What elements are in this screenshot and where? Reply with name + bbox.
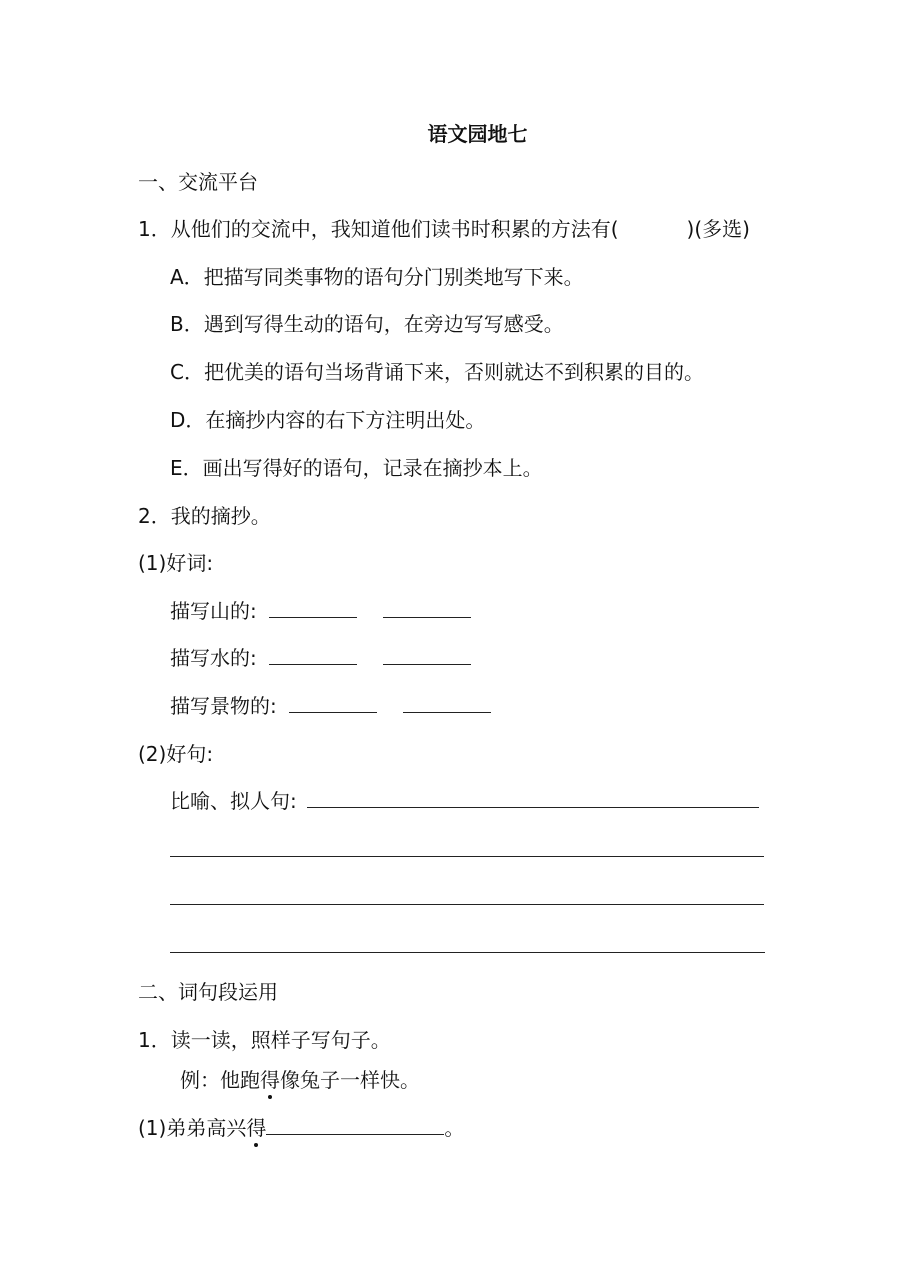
sentence-blank-3[interactable] bbox=[170, 904, 764, 905]
scenery-word-blank-2[interactable] bbox=[403, 694, 491, 713]
sentence-blank-4[interactable] bbox=[170, 952, 765, 953]
section-heading-exchange: 一、交流平台 bbox=[138, 170, 258, 194]
mountain-words-row bbox=[170, 599, 471, 623]
question-2-stem: 2．我的摘抄。 bbox=[138, 504, 271, 528]
option-a[interactable]: A．把描写同类事物的语句分门别类地写下来。 bbox=[170, 265, 584, 289]
option-b[interactable]: B．遇到写得生动的语句，在旁边写写感受。 bbox=[170, 312, 564, 336]
sentence-prompt-row bbox=[170, 789, 759, 813]
option-c[interactable]: C．把优美的语句当场背诵下来，否则就达不到积累的目的。 bbox=[170, 360, 704, 384]
mountain-words-label: 描写山的: bbox=[170, 599, 257, 623]
emphasized-char: 得 bbox=[260, 1068, 280, 1092]
scenery-words-label: 描写景物的: bbox=[170, 694, 277, 718]
water-word-blank-1[interactable] bbox=[269, 646, 357, 665]
metaphor-personification-label: 比喻、拟人句: bbox=[170, 789, 297, 813]
sentence-blank-1[interactable] bbox=[307, 789, 759, 808]
usage-question-1-stem: 1．读一读，照样子写句子。 bbox=[138, 1028, 391, 1052]
sub-question-1-text: (1)弟弟高兴 bbox=[138, 1116, 247, 1140]
question-1-stem bbox=[138, 217, 750, 241]
water-words-row bbox=[170, 646, 471, 670]
question-1-stem-tail: )(多选) bbox=[686, 217, 750, 241]
scenery-words-row bbox=[170, 694, 491, 718]
scenery-word-blank-1[interactable] bbox=[289, 694, 377, 713]
option-d[interactable]: D．在摘抄内容的右下方注明出处。 bbox=[170, 408, 486, 432]
question-1-stem-text: 1．从他们的交流中，我知道他们读书时积累的方法有( bbox=[138, 217, 619, 241]
mountain-word-blank-2[interactable] bbox=[383, 599, 471, 618]
section-heading-usage: 二、词句段运用 bbox=[138, 980, 278, 1004]
emphasized-char: 得 bbox=[246, 1116, 267, 1140]
example-sentence bbox=[180, 1068, 420, 1092]
good-words-label: (1)好词: bbox=[138, 551, 214, 575]
sentence-blank-2[interactable] bbox=[170, 856, 764, 857]
water-words-label: 描写水的: bbox=[170, 646, 257, 670]
page-title: 语文园地七 bbox=[427, 122, 528, 146]
good-sentences-label: (2)好句: bbox=[138, 742, 214, 766]
sub-question-1 bbox=[138, 1116, 464, 1140]
example-text-end: 像兔子一样快。 bbox=[280, 1068, 420, 1092]
sub-question-1-end: 。 bbox=[444, 1116, 465, 1140]
option-e[interactable]: E．画出写得好的语句，记录在摘抄本上。 bbox=[170, 456, 543, 480]
water-word-blank-2[interactable] bbox=[383, 646, 471, 665]
sub-question-1-blank[interactable] bbox=[266, 1116, 444, 1135]
mountain-word-blank-1[interactable] bbox=[269, 599, 357, 618]
example-text-start: 例：他跑 bbox=[180, 1068, 260, 1092]
